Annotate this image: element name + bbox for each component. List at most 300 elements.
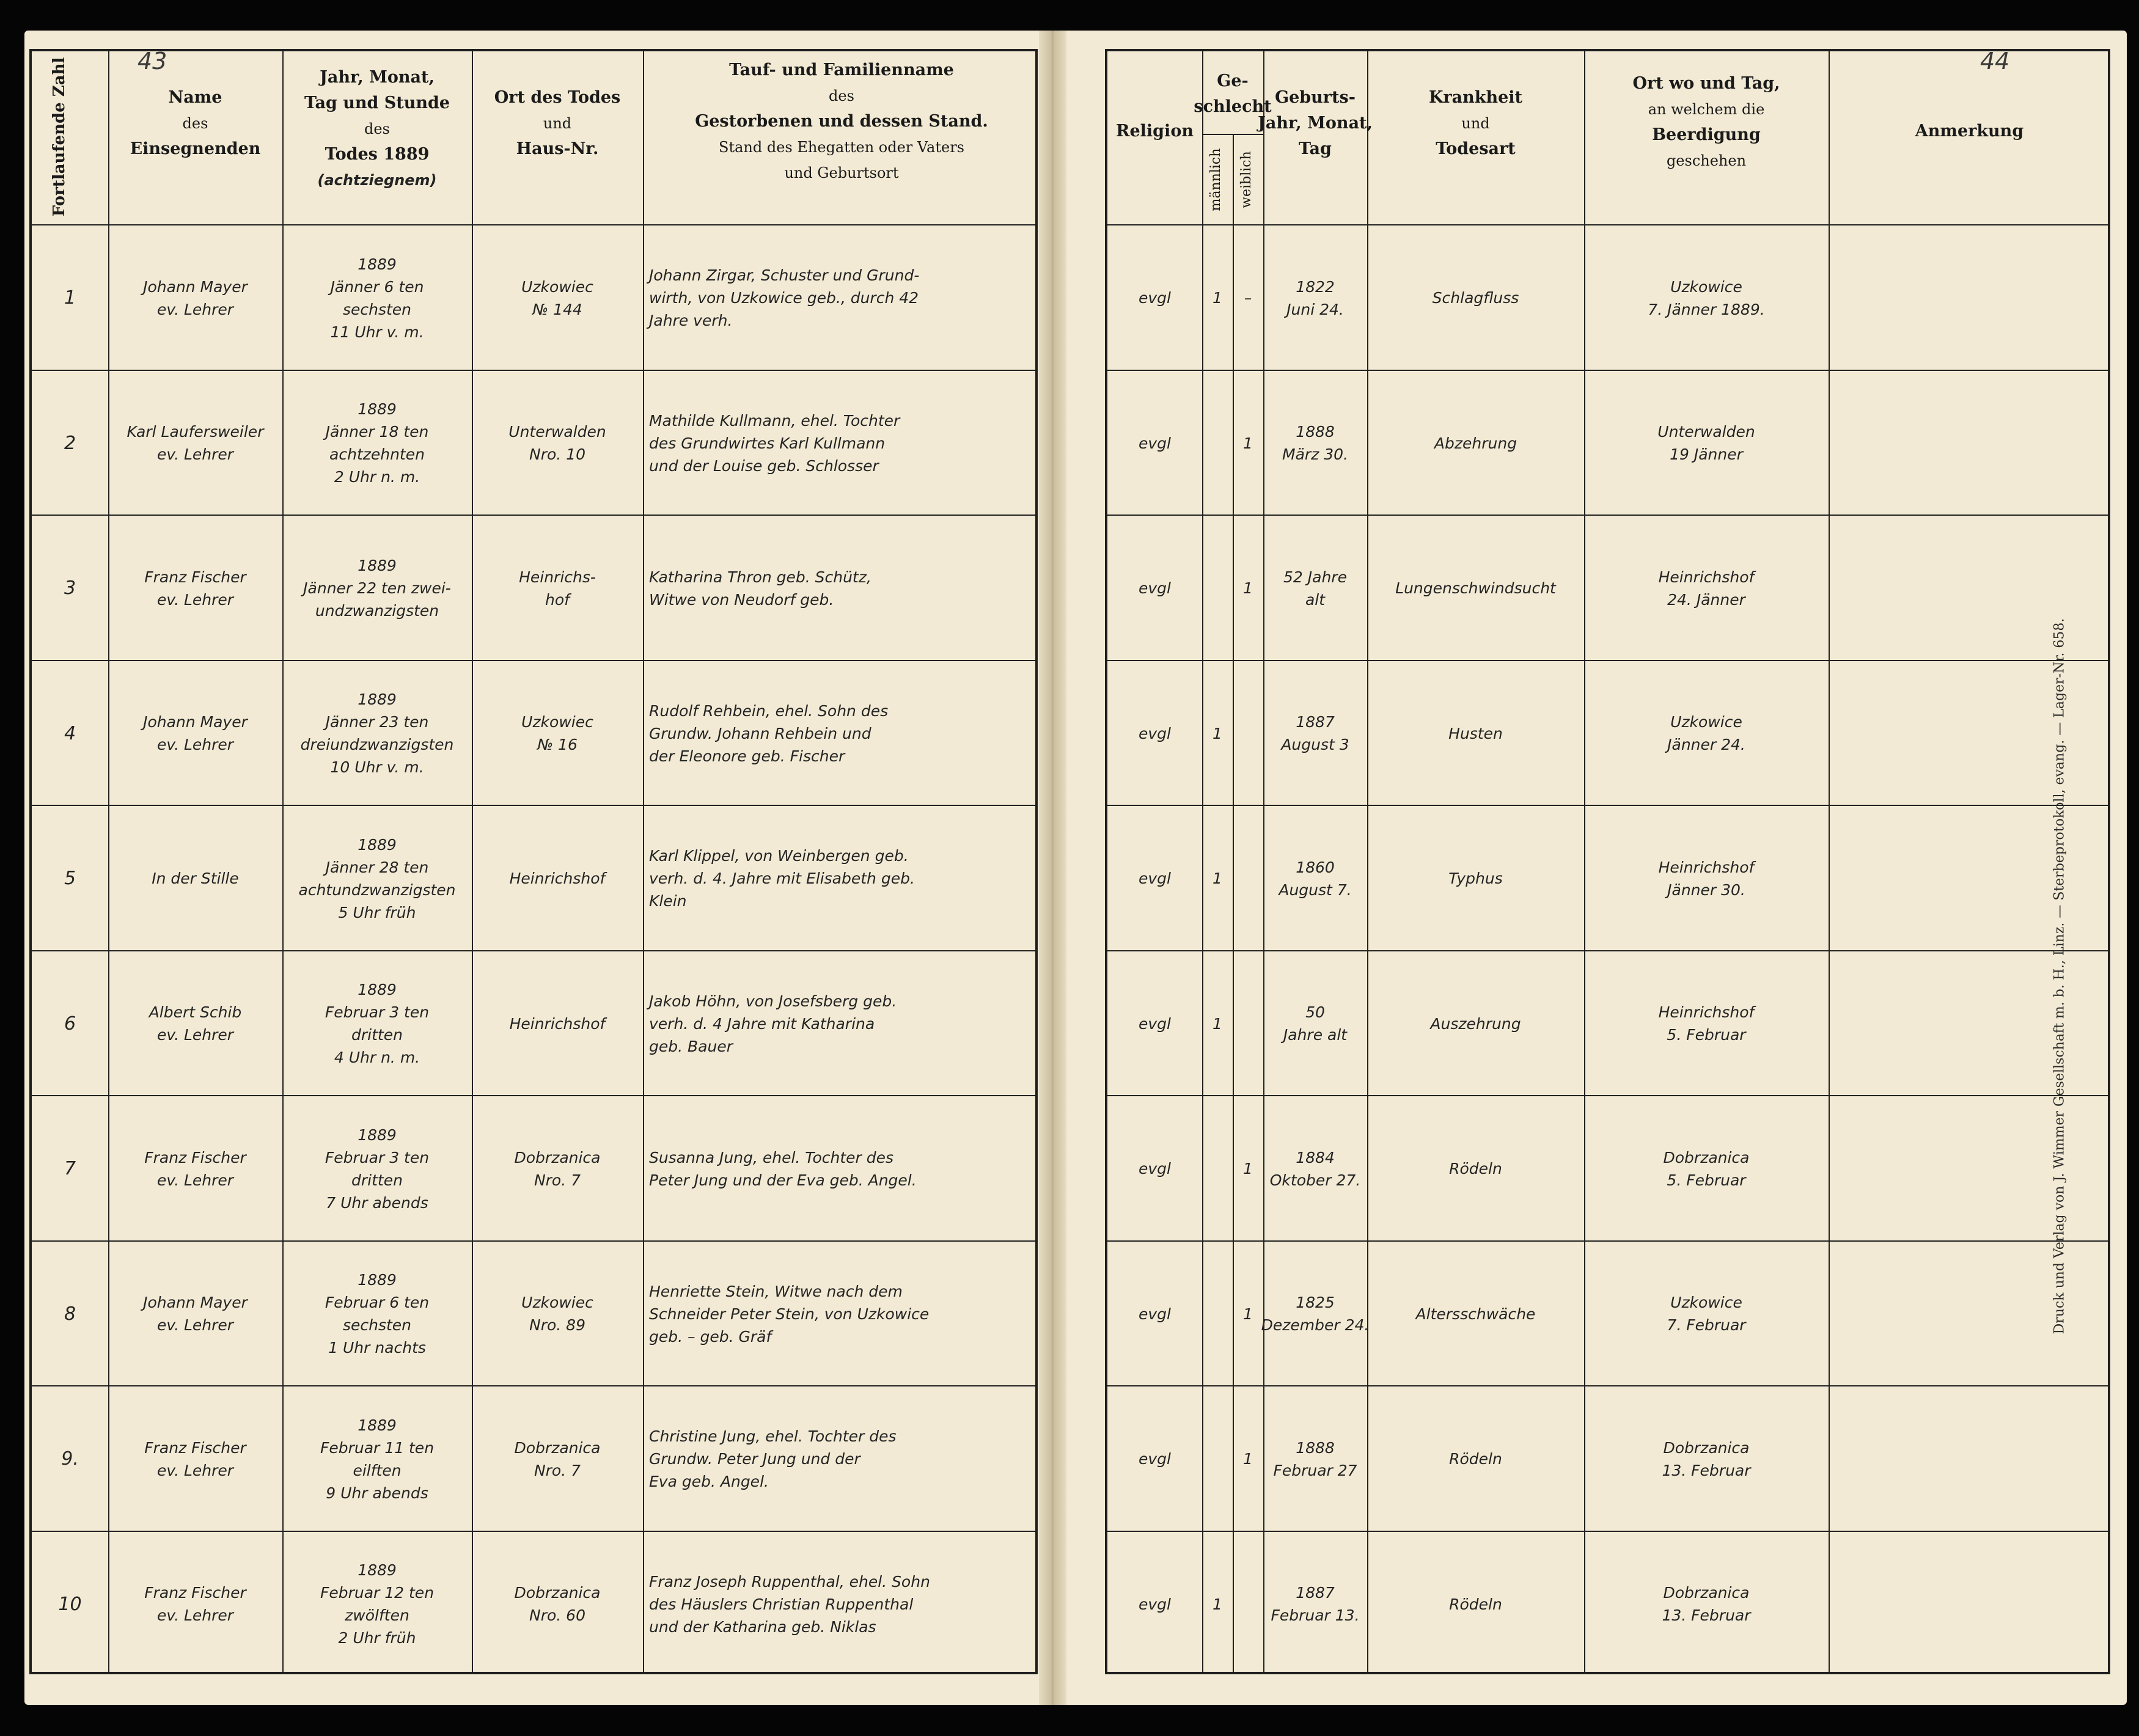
header-remark: Anmerkung	[1915, 122, 2024, 141]
cell-name	[114, 383, 276, 504]
handwritten-date: Februar 12 ten	[320, 1584, 435, 1602]
page-number-right: 44	[1980, 48, 2010, 75]
handwritten-birth: August 7.	[1279, 881, 1352, 899]
cell-burial	[1590, 238, 1822, 359]
handwritten-family: der Eleonore geb. Fischer	[649, 747, 845, 765]
cell-family	[649, 1399, 1034, 1520]
handwritten-illness: Schlagfluss	[1432, 289, 1519, 307]
handwritten-name: Johann Mayer	[143, 713, 248, 731]
handwritten-illness: Rödeln	[1449, 1450, 1502, 1468]
cell-num	[38, 1544, 102, 1665]
cell-religion	[1114, 238, 1196, 359]
handwritten-name: Franz Fischer	[144, 568, 246, 586]
cell-num	[38, 528, 102, 649]
handwritten-num: 7	[64, 1158, 76, 1180]
handwritten-birth: 1860	[1296, 858, 1335, 876]
cell-name	[114, 528, 276, 649]
cell-name	[114, 818, 276, 939]
handwritten-illness: Husten	[1448, 724, 1503, 742]
cell-birth	[1269, 673, 1361, 794]
cell-date	[288, 964, 466, 1085]
row-divider	[32, 1095, 1035, 1096]
handwritten-illness: Lungenschwindsucht	[1395, 579, 1556, 598]
row-divider	[32, 950, 1035, 951]
row-divider	[32, 660, 1035, 661]
cell-date	[288, 673, 466, 794]
cell-place	[478, 673, 637, 794]
handwritten-illness: Rödeln	[1449, 1595, 1502, 1613]
handwritten-place: Uzkowiec	[521, 713, 593, 731]
handwritten-family: Christine Jung, ehel. Tochter des	[649, 1427, 897, 1446]
cell-name	[114, 1399, 276, 1520]
cell-burial	[1590, 383, 1822, 504]
cell-male	[1208, 238, 1227, 359]
header-place: Ort des Todes und Haus-Nr.	[494, 88, 621, 158]
handwritten-family: des Häuslers Christian Ruppenthal	[649, 1595, 914, 1613]
cell-birth	[1269, 238, 1361, 359]
cell-illness	[1373, 238, 1578, 359]
handwritten-place: Nro. 7	[534, 1171, 581, 1189]
handwritten-date: 7 Uhr abends	[326, 1193, 428, 1212]
cell-num	[38, 383, 102, 504]
row-divider	[1107, 1385, 2108, 1386]
handwritten-place: Heinrichshof	[509, 1014, 606, 1033]
handwritten-name: ev. Lehrer	[156, 1171, 234, 1189]
handwritten-place: Nro. 10	[529, 445, 585, 464]
handwritten-burial: Heinrichshof	[1658, 568, 1755, 586]
handwritten-burial: 5. Februar	[1667, 1171, 1746, 1189]
handwritten-birth: Februar 13.	[1271, 1606, 1360, 1625]
cell-religion	[1114, 673, 1196, 794]
handwritten-family: geb. Bauer	[649, 1037, 733, 1055]
handwritten-family: verh. d. 4. Jahre mit Elisabeth geb.	[649, 870, 915, 888]
cell-religion	[1114, 964, 1196, 1085]
cell-religion	[1114, 1399, 1196, 1520]
cell-name	[114, 964, 276, 1085]
cell-family	[649, 1108, 1034, 1229]
cell-place	[478, 528, 637, 649]
handwritten-date: 1889	[358, 690, 397, 709]
handwritten-birth: März 30.	[1282, 445, 1348, 464]
cell-date	[288, 818, 466, 939]
cell-place	[478, 964, 637, 1085]
cell-num	[38, 238, 102, 359]
handwritten-num: 6	[64, 1013, 76, 1035]
handwritten-name: ev. Lehrer	[156, 445, 234, 464]
handwritten-date: Jänner 22 ten zwei-	[303, 579, 451, 598]
handwritten-burial: 7. Jänner 1889.	[1648, 300, 1765, 318]
handwritten-burial: Uzkowice	[1670, 1294, 1742, 1312]
handwritten-date: 1889	[358, 1271, 397, 1289]
handwritten-date: Februar 11 ten	[320, 1438, 435, 1457]
cell-burial	[1590, 1108, 1822, 1229]
cell-religion	[1114, 1254, 1196, 1375]
row-divider	[32, 370, 1035, 371]
cell-num	[38, 1108, 102, 1229]
cell-name	[114, 1254, 276, 1375]
handwritten-num: 1	[64, 287, 76, 309]
handwritten-date: eilften	[353, 1461, 402, 1479]
handwritten-date: 1889	[358, 557, 397, 575]
handwritten-date: 10 Uhr v. m.	[330, 758, 424, 777]
cell-num	[38, 818, 102, 939]
cell-female	[1239, 673, 1257, 794]
header-family-name: Tauf- und Familienname des Gestorbenen und dessen Stand. Stand des Ehegatten oder Vaters und Geburtsort	[695, 60, 988, 181]
handwritten-burial: Jänner 24.	[1667, 736, 1745, 754]
handwritten-name: In der Stille	[152, 870, 239, 888]
cell-illness	[1373, 528, 1578, 649]
handwritten-place: № 144	[532, 300, 582, 318]
handwritten-date: 1889	[358, 1561, 397, 1580]
handwritten-date: 1889	[358, 1126, 397, 1144]
row-divider	[1107, 660, 2108, 661]
row-divider	[1107, 1095, 2108, 1096]
handwritten-female: 1	[1243, 579, 1253, 598]
cell-burial	[1590, 528, 1822, 649]
handwritten-burial: Unterwalden	[1657, 423, 1755, 441]
handwritten-religion: evgl	[1139, 1160, 1171, 1178]
handwritten-place: Heinrichs-	[519, 568, 596, 586]
cell-illness	[1373, 1544, 1578, 1665]
cell-name	[114, 673, 276, 794]
handwritten-family: Peter Jung und der Eva geb. Angel.	[649, 1171, 917, 1189]
cell-place	[478, 1544, 637, 1665]
handwritten-birth: 1888	[1296, 1438, 1335, 1457]
handwritten-num: 2	[64, 432, 76, 454]
handwritten-name: ev. Lehrer	[156, 1606, 234, 1625]
right-table	[1105, 49, 2110, 1674]
handwritten-name: Franz Fischer	[144, 1584, 246, 1602]
cell-burial	[1590, 1399, 1822, 1520]
handwritten-date: achtzehnten	[329, 445, 425, 464]
handwritten-family: Schneider Peter Stein, von Uzkowice	[649, 1305, 930, 1323]
header-religion: Religion	[1116, 122, 1194, 141]
handwritten-family: Grundw. Peter Jung und der	[649, 1450, 860, 1468]
handwritten-family: verh. d. 4 Jahre mit Katharina	[649, 1014, 875, 1033]
cell-burial	[1590, 673, 1822, 794]
handwritten-date: Februar 6 ten	[325, 1294, 430, 1312]
cell-place	[478, 238, 637, 359]
row-divider	[1107, 1531, 2108, 1532]
handwritten-religion: evgl	[1139, 724, 1171, 742]
cell-female	[1239, 238, 1257, 359]
handwritten-place: Dobrzanica	[514, 1584, 601, 1602]
row-divider	[32, 1240, 1035, 1242]
handwritten-place: Uzkowiec	[521, 277, 593, 296]
handwritten-date: dritten	[351, 1171, 403, 1189]
cell-family	[649, 528, 1034, 649]
row-divider	[32, 1385, 1035, 1386]
cell-date	[288, 1544, 466, 1665]
handwritten-family: geb. – geb. Gräf	[649, 1327, 772, 1346]
cell-num	[38, 964, 102, 1085]
handwritten-place: Nro. 60	[529, 1606, 585, 1625]
handwritten-family: Karl Klippel, von Weinbergen geb.	[649, 847, 909, 865]
handwritten-female: 1	[1243, 434, 1253, 452]
cell-date	[288, 528, 466, 649]
cell-male	[1208, 1399, 1227, 1520]
handwritten-family: und der Katharina geb. Niklas	[649, 1617, 876, 1636]
handwritten-birth: 1888	[1296, 423, 1335, 441]
handwritten-burial: Dobrzanica	[1663, 1148, 1750, 1166]
cell-male	[1208, 1544, 1227, 1665]
handwritten-date: 9 Uhr abends	[326, 1484, 428, 1502]
handwritten-male: 1	[1213, 724, 1222, 742]
cell-religion	[1114, 528, 1196, 649]
header-date-note: (achtziegnem)	[317, 172, 437, 189]
handwritten-place: Heinrichshof	[509, 870, 606, 888]
cell-illness	[1373, 1399, 1578, 1520]
handwritten-date: 1889	[358, 255, 397, 273]
handwritten-illness: Typhus	[1448, 870, 1503, 888]
cell-burial	[1590, 1254, 1822, 1375]
cell-illness	[1373, 1108, 1578, 1229]
cell-family	[649, 818, 1034, 939]
handwritten-date: dreiundzwanzigsten	[300, 736, 454, 754]
handwritten-place: Nro. 89	[529, 1316, 585, 1335]
handwritten-num: 3	[64, 577, 76, 599]
handwritten-num: 9.	[61, 1448, 79, 1470]
handwritten-birth: Februar 27	[1273, 1461, 1357, 1479]
handwritten-birth: 1825	[1296, 1294, 1335, 1312]
cell-male	[1208, 528, 1227, 649]
handwritten-num: 5	[64, 868, 76, 890]
row-divider	[1107, 370, 2108, 371]
cell-num	[38, 1399, 102, 1520]
handwritten-burial: Dobrzanica	[1663, 1438, 1750, 1457]
handwritten-birth: 1887	[1296, 713, 1335, 731]
handwritten-name: Franz Fischer	[144, 1148, 246, 1166]
handwritten-religion: evgl	[1139, 579, 1171, 598]
handwritten-birth: 1822	[1296, 277, 1335, 296]
cell-religion	[1114, 1544, 1196, 1665]
handwritten-family: Franz Joseph Ruppenthal, ehel. Sohn	[649, 1572, 930, 1591]
handwritten-name: ev. Lehrer	[156, 1316, 234, 1335]
handwritten-name: ev. Lehrer	[156, 1026, 234, 1044]
cell-burial	[1590, 818, 1822, 939]
cell-male	[1208, 964, 1227, 1085]
header-illness: Krankheit und Todesart	[1428, 88, 1523, 158]
handwritten-date: Jänner 28 ten	[325, 858, 429, 876]
handwritten-date: Jänner 23 ten	[325, 713, 429, 731]
handwritten-date: 1 Uhr nachts	[328, 1339, 426, 1357]
cell-date	[288, 238, 466, 359]
handwritten-burial: Dobrzanica	[1663, 1584, 1750, 1602]
handwritten-date: sechsten	[342, 1316, 412, 1335]
handwritten-illness: Altersschwäche	[1415, 1305, 1536, 1323]
header-sex: Ge- schlecht	[1194, 71, 1272, 116]
cell-female	[1239, 383, 1257, 504]
header-name: Name des Einsegnenden	[130, 88, 261, 158]
handwritten-family: Henriette Stein, Witwe nach dem	[649, 1282, 903, 1300]
cell-date	[288, 1399, 466, 1520]
handwritten-date: Februar 3 ten	[325, 1148, 430, 1166]
cell-male	[1208, 383, 1227, 504]
handwritten-name: ev. Lehrer	[156, 1461, 234, 1479]
header-birth-date: Geburts- Jahr, Monat, Tag	[1258, 88, 1373, 158]
handwritten-num: 4	[64, 722, 76, 744]
handwritten-num: 10	[58, 1593, 82, 1615]
handwritten-family: Jakob Höhn, von Josefsberg geb.	[649, 992, 897, 1010]
cell-birth	[1269, 1108, 1361, 1229]
handwritten-date: 1889	[358, 400, 397, 419]
handwritten-family: Grundw. Johann Rehbein und	[649, 724, 871, 742]
handwritten-place: Uzkowiec	[521, 1294, 593, 1312]
cell-birth	[1269, 528, 1361, 649]
handwritten-illness: Auszehrung	[1430, 1014, 1521, 1033]
right-register	[1051, 31, 2127, 1705]
handwritten-name: ev. Lehrer	[156, 736, 234, 754]
cell-birth	[1269, 818, 1361, 939]
cell-female	[1239, 1544, 1257, 1665]
cell-female	[1239, 1399, 1257, 1520]
handwritten-place: № 16	[537, 736, 578, 754]
handwritten-family: Rudolf Rehbein, ehel. Sohn des	[649, 701, 889, 720]
handwritten-birth: 50	[1305, 1003, 1325, 1022]
handwritten-religion: evgl	[1139, 434, 1171, 452]
handwritten-date: Jänner 18 ten	[325, 423, 429, 441]
handwritten-date: 1889	[358, 981, 397, 999]
row-divider	[1107, 805, 2108, 806]
cell-religion	[1114, 383, 1196, 504]
handwritten-burial: Jänner 30.	[1667, 881, 1745, 899]
cell-female	[1239, 818, 1257, 939]
cell-place	[478, 1254, 637, 1375]
page-number-left: 43	[138, 48, 167, 75]
handwritten-date: 4 Uhr n. m.	[334, 1049, 420, 1067]
cell-date	[288, 1254, 466, 1375]
cell-female	[1239, 1254, 1257, 1375]
cell-illness	[1373, 818, 1578, 939]
cell-num	[38, 673, 102, 794]
handwritten-religion: evgl	[1139, 289, 1171, 307]
handwritten-name: Albert Schib	[149, 1003, 242, 1022]
cell-family	[649, 383, 1034, 504]
cell-burial	[1590, 964, 1822, 1085]
cell-illness	[1373, 1254, 1578, 1375]
handwritten-female: –	[1244, 289, 1252, 307]
handwritten-illness: Abzehrung	[1434, 434, 1517, 452]
handwritten-place: Unterwalden	[508, 423, 606, 441]
row-divider	[32, 1531, 1035, 1532]
handwritten-place: hof	[545, 590, 570, 609]
cell-male	[1208, 1108, 1227, 1229]
handwritten-female: 1	[1243, 1305, 1253, 1323]
handwritten-family: Johann Zirgar, Schuster und Grund-	[649, 266, 920, 285]
handwritten-male: 1	[1213, 1014, 1222, 1033]
handwritten-religion: evgl	[1139, 1450, 1171, 1468]
cell-birth	[1269, 1544, 1361, 1665]
cell-birth	[1269, 383, 1361, 504]
handwritten-burial: 13. Februar	[1662, 1606, 1751, 1625]
cell-name	[114, 238, 276, 359]
handwritten-religion: evgl	[1139, 870, 1171, 888]
cell-religion	[1114, 1108, 1196, 1229]
handwritten-place: Dobrzanica	[514, 1148, 601, 1166]
handwritten-birth: Juni 24.	[1286, 300, 1344, 318]
handwritten-date: 2 Uhr n. m.	[334, 468, 420, 486]
header-date-of-death: Jahr, Monat, Tag und Stunde des Todes 1889 (achtziegnem)	[282, 65, 472, 193]
handwritten-date: Februar 3 ten	[325, 1003, 430, 1022]
handwritten-burial: Heinrichshof	[1658, 858, 1755, 876]
handwritten-family: wirth, von Uzkowice geb., durch 42	[649, 289, 919, 307]
handwritten-date: 1889	[358, 1416, 397, 1434]
handwritten-female: 1	[1243, 1450, 1253, 1468]
cell-family	[649, 1254, 1034, 1375]
cell-illness	[1373, 383, 1578, 504]
printer-imprint: Druck und Verlag von J. Wimmer Gesellschaft m. b. H., Linz. — Sterbeprotokoll, evang. — Lager-Nr. 658.	[2052, 618, 2067, 1335]
cell-illness	[1373, 964, 1578, 1085]
cell-family	[649, 238, 1034, 359]
handwritten-burial: 7. Februar	[1667, 1316, 1746, 1335]
handwritten-birth: 1884	[1296, 1148, 1335, 1166]
handwritten-birth: 1887	[1296, 1584, 1335, 1602]
handwritten-date: 5 Uhr früh	[338, 903, 416, 921]
handwritten-family: Mathilde Kullmann, ehel. Tochter	[649, 411, 900, 430]
handwritten-date: zwölften	[345, 1606, 409, 1625]
handwritten-male: 1	[1213, 1595, 1222, 1613]
cell-female	[1239, 528, 1257, 649]
handwritten-burial: Uzkowice	[1670, 277, 1742, 296]
handwritten-name: ev. Lehrer	[156, 300, 234, 318]
header-female: weiblich	[1239, 151, 1254, 208]
row-divider	[32, 805, 1035, 806]
handwritten-name: Karl Laufersweiler	[127, 423, 264, 441]
handwritten-family: Eva geb. Angel.	[649, 1473, 769, 1491]
handwritten-female: 1	[1243, 1160, 1253, 1178]
handwritten-name: Johann Mayer	[143, 277, 248, 296]
handwritten-family: Susanna Jung, ehel. Tochter des	[649, 1148, 894, 1166]
cell-place	[478, 1399, 637, 1520]
cell-place	[478, 818, 637, 939]
handwritten-birth: 52 Jahre	[1283, 568, 1347, 586]
handwritten-date: undzwanzigsten	[315, 602, 439, 620]
cell-place	[478, 383, 637, 504]
cell-illness	[1373, 673, 1578, 794]
handwritten-family: Jahre verh.	[649, 312, 733, 330]
handwritten-burial: 19 Jänner	[1670, 445, 1743, 464]
handwritten-male: 1	[1213, 289, 1222, 307]
handwritten-place: Nro. 7	[534, 1461, 581, 1479]
row-divider	[32, 515, 1035, 516]
cell-male	[1208, 1254, 1227, 1375]
handwritten-date: sechsten	[342, 300, 412, 318]
handwritten-burial: Uzkowice	[1670, 713, 1742, 731]
cell-family	[649, 964, 1034, 1085]
handwritten-birth: alt	[1305, 590, 1326, 609]
cell-birth	[1269, 1399, 1361, 1520]
cell-burial	[1590, 1544, 1822, 1665]
handwritten-birth: Jahre alt	[1283, 1026, 1348, 1044]
handwritten-date: dritten	[351, 1026, 403, 1044]
handwritten-burial: 5. Februar	[1667, 1026, 1746, 1044]
handwritten-family: und der Louise geb. Schlosser	[649, 456, 879, 475]
handwritten-burial: 13. Februar	[1662, 1461, 1751, 1479]
handwritten-religion: evgl	[1139, 1595, 1171, 1613]
handwritten-date: achtundzwanzigsten	[298, 881, 456, 899]
cell-birth	[1261, 1254, 1370, 1375]
handwritten-family: Witwe von Neudorf geb.	[649, 590, 834, 609]
cell-name	[114, 1544, 276, 1665]
handwritten-date: Jänner 6 ten	[330, 277, 424, 296]
cell-religion	[1114, 818, 1196, 939]
cell-name	[114, 1108, 276, 1229]
cell-num	[38, 1254, 102, 1375]
cell-birth	[1269, 964, 1361, 1085]
handwritten-name: Franz Fischer	[144, 1438, 246, 1457]
cell-male	[1208, 673, 1227, 794]
handwritten-family: des Grundwirtes Karl Kullmann	[649, 434, 886, 452]
